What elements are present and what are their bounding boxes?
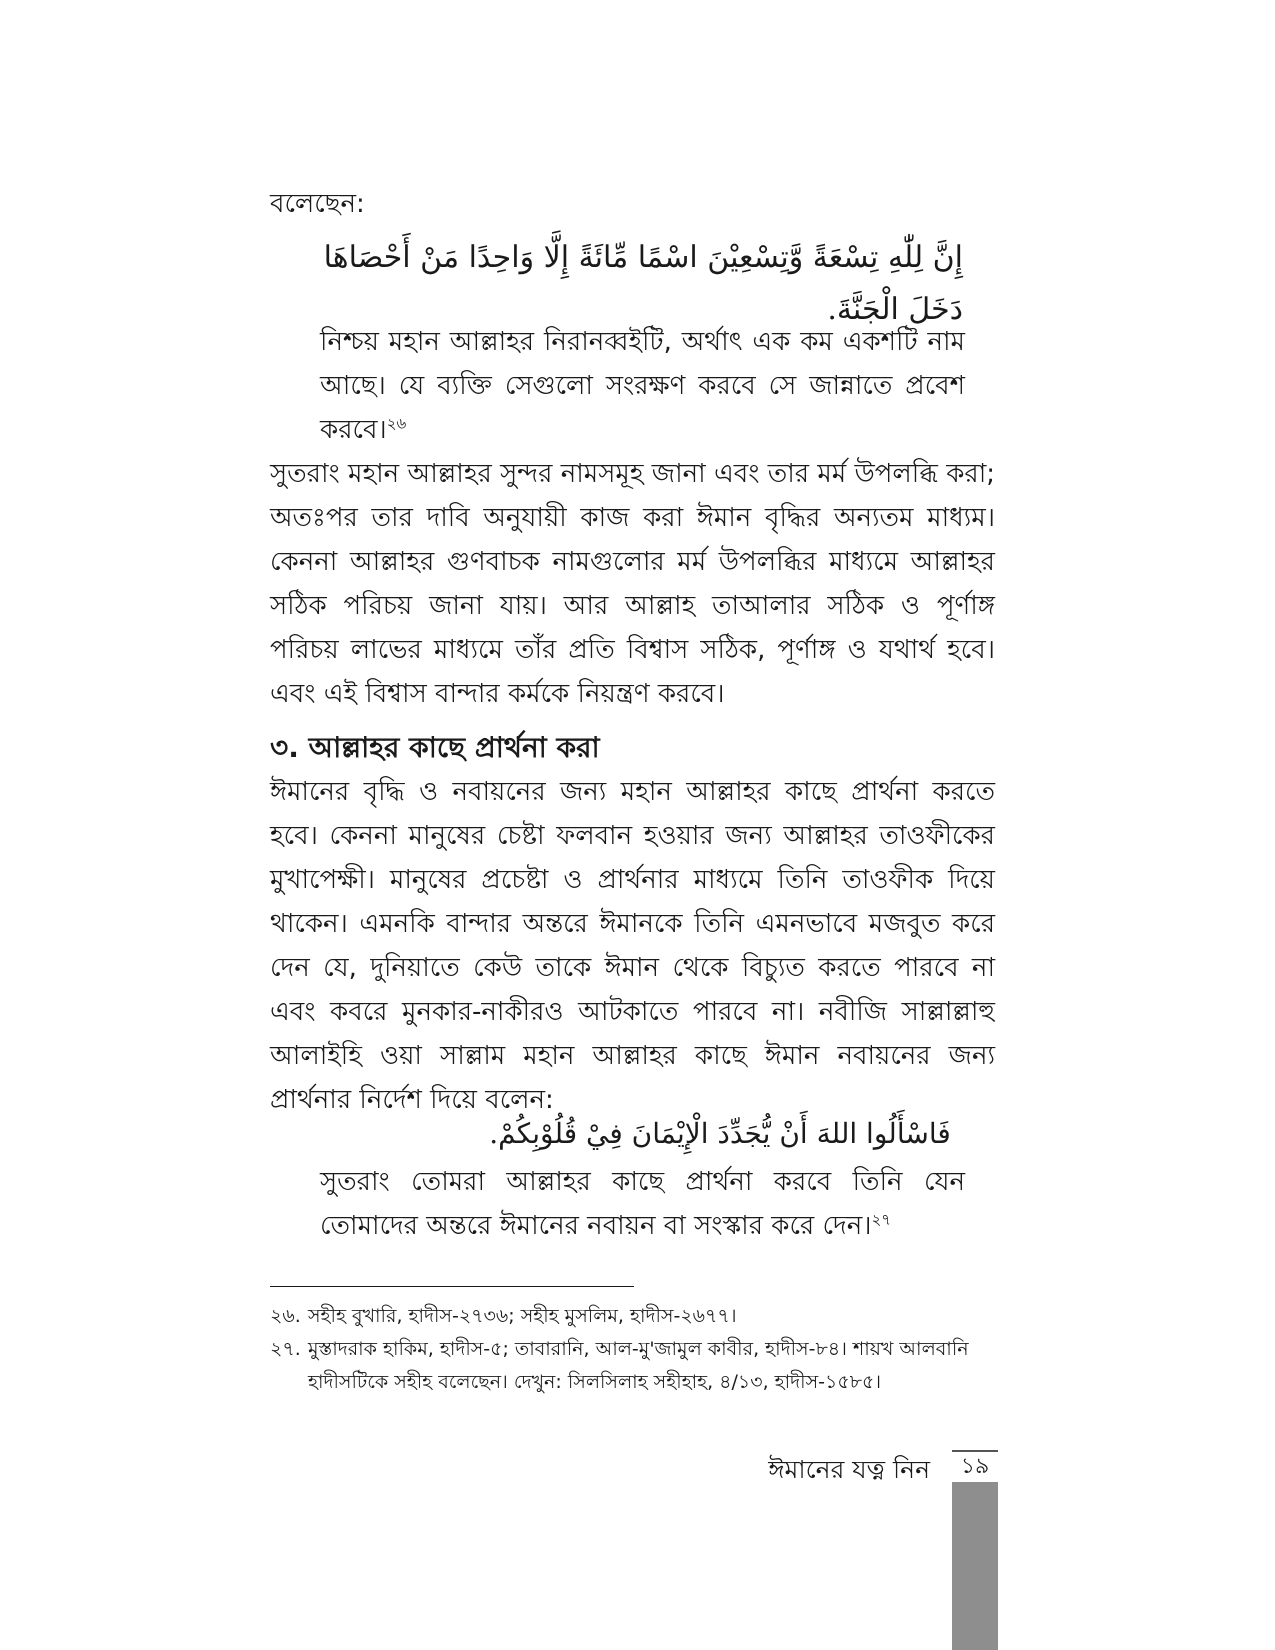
- page-number: ১৯: [952, 1452, 998, 1482]
- hadith-translation: [320, 1160, 965, 1248]
- running-title: ঈমানের যত্ন নিন: [768, 1455, 930, 1484]
- footnote-text: সহীহ বুখারি, হাদীস-২৭৩৬; সহীহ মুসলিম, হাদীস-২৬৭৭।: [308, 1305, 737, 1327]
- body-paragraph: ঈমানের বৃদ্ধি ও নবায়নের জন্য মহান আল্লাহর কাছে প্রার্থনা করতে হবে। কেননা মানুষের চেষ্টা ফলবান হওয়ার জন্য আল্লাহর তাওফীকের মুখাপেক্ষী। মানুষের প্রচেষ্টা ও প্রার্থনার মাধ্যমে তিনি তাওফীক দিয়ে থাকেন। এমনকি বান্দার অন্তরে ঈমানকে তিনি এমনভাবে মজবুত করে দেন যে, দুনিয়াতে কেউ তাকে ঈমান থেকে বিচ্যুত করতে পারবে না এবং কবরে মুনকার-নাকীরও আটকাতে পারবে না। নবীজি সাল্লাল্লাহু আলাইহি ওয়া সাল্লাম মহান আল্লাহর কাছে ঈমান নবায়নের জন্য প্রার্থনার নির্দেশ দিয়ে বলেন:: [270, 777, 995, 1115]
- footnotes: [270, 1300, 995, 1399]
- arabic-hadith-quote: فَاسْأَلُوا اللهَ أَنْ يُّجَدِّدَ الْإِيْمَانَ فِيْ قُلُوْبِكُمْ.: [489, 1117, 951, 1150]
- footnote-item: [270, 1300, 995, 1333]
- footnote-ref: ২৭: [871, 1210, 892, 1229]
- arabic-hadith-quote: إِنَّ لِلّٰهِ تِسْعَةً وَّتِسْعِيْنَ اسْمًا مِّائَةً إِلَّا وَاحِدًا مَنْ أَحْصَاهَا دَخَلَ الْجَنَّةَ.: [323, 240, 963, 327]
- translation-text: নিশ্চয় মহান আল্লাহর নিরানব্বইটি, অর্থাৎ এক কম একশটি নাম আছে। যে ব্যক্তি সেগুলো সংরক্ষণ করবে সে জান্নাতে প্রবেশ করবে।: [320, 327, 965, 445]
- footnote-number: ২৭.: [270, 1338, 301, 1360]
- hadith-translation: [320, 320, 965, 452]
- footnote-text: মুস্তাদরাক হাকিম, হাদীস-৫; তাবারানি, আল-মু'জামুল কাবীর, হাদীস-৮৪। শায়খ আলবানি হাদীসটিকে সহীহ বলেছেন। দেখুন: সিলসিলাহ সহীহাহ, ৪/১৩, হাদীস-১৫৮৫।: [308, 1338, 969, 1393]
- intro-text: বলেছেন:: [270, 189, 365, 219]
- translation-text: সুতরাং তোমরা আল্লাহর কাছে প্রার্থনা করবে তিনি যেন তোমাদের অন্তরে ঈমানের নবায়ন বা সংস্কার করে দেন।: [320, 1167, 965, 1241]
- footnote-divider: [270, 1286, 634, 1287]
- footnote-item: [270, 1333, 995, 1399]
- body-paragraph: সুতরাং মহান আল্লাহর সুন্দর নামসমূহ জানা এবং তার মর্ম উপলব্ধি করা; অতঃপর তার দাবি অনুযায়ী কাজ করা ঈমান বৃদ্ধির অন্যতম মাধ্যম। কেননা আল্লাহর গুণবাচক নামগুলোর মর্ম উপলব্ধির মাধ্যমে আল্লাহর সঠিক পরিচয় জানা যায়। আর আল্লাহ তাআলার সঠিক ও পূর্ণাঙ্গ পরিচয় লাভের মাধ্যমে তাঁর প্রতি বিশ্বাস সঠিক, পূর্ণাঙ্গ ও যথার্থ হবে। এবং এই বিশ্বাস বান্দার কর্মকে নিয়ন্ত্রণ করবে।: [270, 459, 995, 709]
- section-heading: ৩. আল্লাহর কাছে প্রার্থনা করা: [270, 731, 600, 764]
- footnote-number: ২৬.: [270, 1305, 301, 1327]
- footnote-ref: ২৬: [386, 414, 407, 433]
